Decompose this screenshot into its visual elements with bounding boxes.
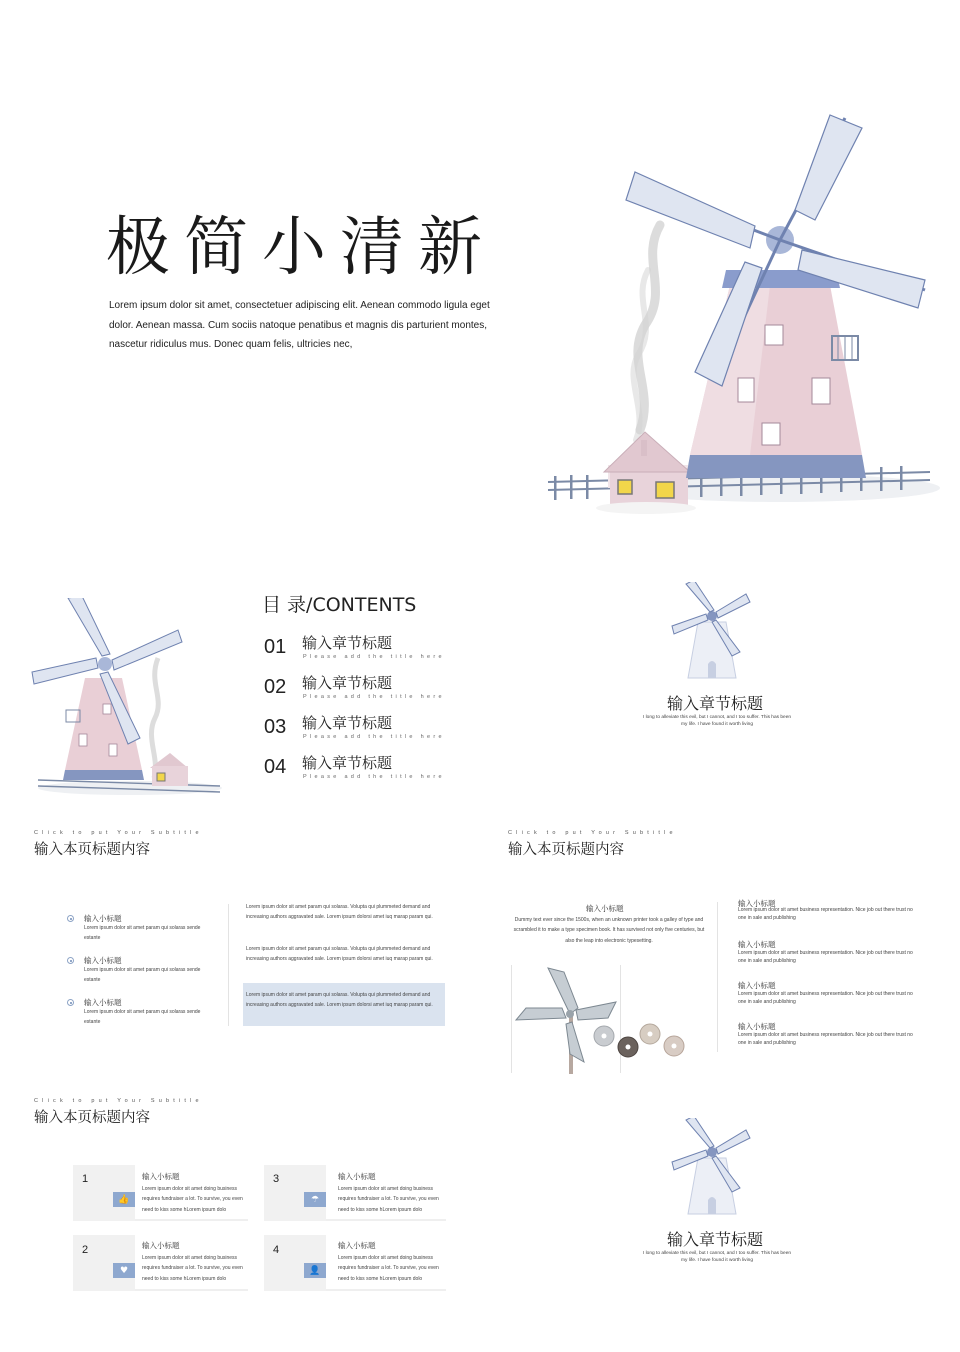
contents-heading: 目 录/CONTENTS xyxy=(262,594,417,616)
card-text: Lorem ipsum dolor sit amet doing business requires fundraiser a lot. To survive, you even need to kiss some hLorem ipsum dolo xyxy=(338,1255,439,1282)
bullet-text: Lorem ipsum dolor sit amet param qui solaras sende estante xyxy=(84,967,201,984)
paragraph: Lorem ipsum dolor sit amet param qui solaras. Volupta qui plummeted demand and increasing authors aggravated sale. Lorem ipsum dolorsi amet iuq marap param qui. xyxy=(246,946,433,963)
bullet-heading: 输入小标题 xyxy=(84,914,122,923)
item-heading: 输入小标题 xyxy=(738,1022,776,1031)
bullet-heading: 输入小标题 xyxy=(84,998,122,1007)
divider xyxy=(228,904,229,1026)
toc-item[interactable] xyxy=(264,712,444,750)
card-text: Lorem ipsum dolor sit amet doing business requires fundraiser a lot. To survive, you even need to kiss some hLorem ipsum dolo xyxy=(338,1186,439,1213)
center-text: Dummy text ever since the 1500s, when an unknown printer took a galley of type and scrambled it to make a type specimen book. It has survived not only five centuries, but also the leap into electronic typesetting. xyxy=(513,917,705,944)
bullet-text: Lorem ipsum dolor sit amet param qui solaras sende estante xyxy=(84,925,201,942)
card-underline xyxy=(135,1289,248,1291)
card-text: Lorem ipsum dolor sit amet doing business requires fundraiser a lot. To survive, you even need to kiss some hLorem ipsum dolo xyxy=(142,1255,243,1282)
page-subtitle: Click to put Your Subtitle xyxy=(34,1098,203,1104)
bullet-radio-icon[interactable] xyxy=(67,915,74,922)
cover-title: 极简小清新 xyxy=(106,211,496,285)
bullet-heading: 输入小标题 xyxy=(84,956,122,965)
card-underline xyxy=(326,1289,446,1291)
item-text: Lorem ipsum dolor sit amet business representation. Nice job out there trust no one in sale and publishing xyxy=(738,907,913,921)
toc-title: 输入章节标题 xyxy=(302,754,393,772)
card-number: 4 xyxy=(273,1244,280,1256)
toc-number: 04 xyxy=(264,756,287,778)
thumbs-up-icon: 👍 xyxy=(113,1192,135,1207)
bullet-radio-icon[interactable] xyxy=(67,999,74,1006)
chapter-title: 输入章节标题 xyxy=(666,1230,763,1249)
user-icon: 👤 xyxy=(304,1263,326,1278)
toc-item[interactable] xyxy=(264,752,444,790)
toc-subtitle: Please add the title here xyxy=(303,774,445,780)
toc-item[interactable] xyxy=(264,632,444,670)
item-text: Lorem ipsum dolor sit amet business representation. Nice job out there trust no one in sale and publishing xyxy=(738,1032,913,1046)
bullet-text: Lorem ipsum dolor sit amet param qui solaras sende estante xyxy=(84,1009,201,1026)
windmill-icon-small xyxy=(670,1118,756,1216)
toc-subtitle: Please add the title here xyxy=(303,734,445,740)
chapter-title: 输入章节标题 xyxy=(666,694,763,713)
item-text: Lorem ipsum dolor sit amet business representation. Nice job out there trust no one in sale and publishing xyxy=(738,991,913,1005)
item-heading: 输入小标题 xyxy=(738,940,776,949)
cover-intro: Lorem ipsum dolor sit amet, consectetuer adipiscing elit. Aenean commodo ligula eget dolor. Aenean massa. Cum sociis natoque penatibus et magnis dis parturient montes, nascetur ridiculus mus. Donec quam felis, ultricies nec, xyxy=(109,300,490,350)
page-title: 输入本页标题内容 xyxy=(34,842,150,858)
chapter-text: I long to alleviate this evil, but I cannot, and I too suffer. This has been my life. I have found it worth living xyxy=(642,1251,792,1263)
card-number: 3 xyxy=(273,1173,280,1185)
paragraph: Lorem ipsum dolor sit amet param qui solaras. Volupta qui plummeted demand and increasing authors aggravated sale. Lorem ipsum dolorsi amet iuq marap param qui. xyxy=(246,904,433,921)
card-underline xyxy=(135,1219,248,1221)
card-heading: 输入小标题 xyxy=(142,1241,180,1250)
toc-item[interactable] xyxy=(264,672,444,710)
toc-number: 02 xyxy=(264,676,287,698)
card-heading: 输入小标题 xyxy=(142,1172,180,1181)
item-text: Lorem ipsum dolor sit amet business representation. Nice job out there trust no one in sale and publishing xyxy=(738,950,913,964)
item-heading: 输入小标题 xyxy=(738,899,776,908)
card-heading: 输入小标题 xyxy=(338,1241,376,1250)
card-number: 2 xyxy=(82,1244,89,1256)
windmill-illustration-large xyxy=(540,110,940,520)
center-heading: 输入小标题 xyxy=(586,904,624,913)
toc-title: 输入章节标题 xyxy=(302,674,393,692)
heart-icon: ♥ xyxy=(113,1263,135,1278)
paragraph-highlighted: Lorem ipsum dolor sit amet param qui solaras. Volupta qui plummeted demand and increasing authors aggravated sale. Lorem ipsum dolorsi amet iuq marap param qui. xyxy=(246,992,433,1009)
card-text: Lorem ipsum dolor sit amet doing business requires fundraiser a lot. To survive, you even need to kiss some hLorem ipsum dolo xyxy=(142,1186,243,1213)
umbrella-icon: ☂ xyxy=(304,1192,326,1207)
toc-number: 01 xyxy=(264,636,287,658)
page-subtitle: Click to put Your Subtitle xyxy=(508,830,677,836)
card-heading: 输入小标题 xyxy=(338,1172,376,1181)
bullet-radio-icon[interactable] xyxy=(67,957,74,964)
card-underline xyxy=(326,1219,446,1221)
page-title: 输入本页标题内容 xyxy=(34,1110,150,1126)
windmill-illustration-contents xyxy=(30,598,225,803)
toc-subtitle: Please add the title here xyxy=(303,654,445,660)
toc-title: 输入章节标题 xyxy=(302,634,393,652)
divider xyxy=(717,902,718,1052)
page-subtitle: Click to put Your Subtitle xyxy=(34,830,203,836)
item-heading: 输入小标题 xyxy=(738,981,776,990)
toc-title: 输入章节标题 xyxy=(302,714,393,732)
toc-number: 03 xyxy=(264,716,287,738)
chapter-text: I long to alleviate this evil, but I cannot, and I too suffer. This has been my life. I have found it worth living xyxy=(642,715,792,727)
windmill-icon-small xyxy=(670,582,756,680)
page-title: 输入本页标题内容 xyxy=(508,842,624,858)
pinwheel-illustration xyxy=(512,964,692,1076)
card-number: 1 xyxy=(82,1173,89,1185)
toc-subtitle: Please add the title here xyxy=(303,694,445,700)
